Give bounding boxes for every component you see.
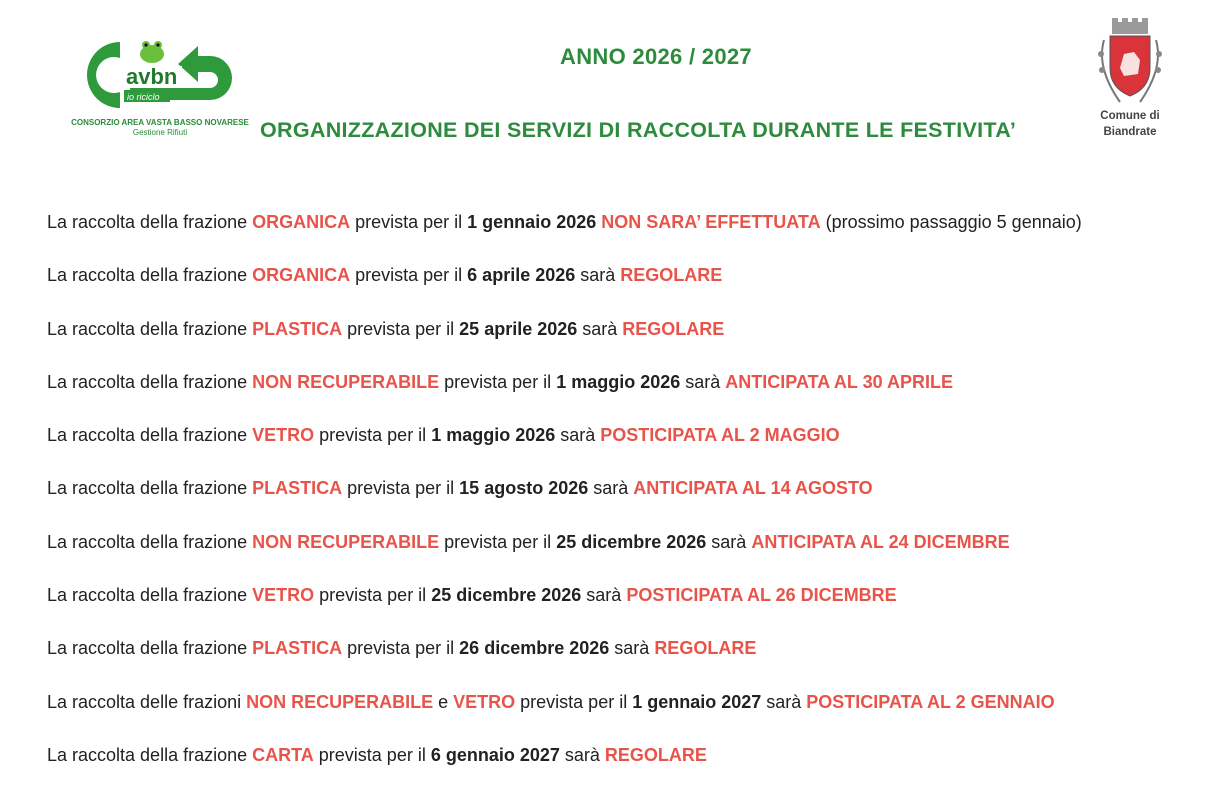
collection-date: 1 gennaio 2026 (467, 212, 597, 232)
collection-date: 26 dicembre 2026 (459, 638, 610, 659)
row-text: La raccolta delle frazioni (47, 691, 247, 712)
collection-outcome: REGOLARE (622, 318, 725, 339)
collection-outcome: ANTICIPATA AL 14 AGOSTO (633, 478, 873, 499)
row-text: prevista per il (342, 478, 460, 499)
row-text: prevista per il (314, 425, 432, 446)
list-item (47, 260, 1207, 313)
collection-date: 6 aprile 2026 (467, 265, 576, 286)
list-item (47, 314, 1207, 367)
collection-date: 25 dicembre 2026 (556, 531, 707, 552)
row-text: sarà (680, 371, 726, 392)
crest-label-line2: Biandrate (1103, 126, 1157, 138)
comune-crest (1090, 18, 1170, 148)
list-item (47, 473, 1207, 526)
collection-date: 15 agosto 2026 (459, 478, 589, 499)
row-text: prevista per il (314, 585, 432, 606)
row-text: sarà (706, 531, 752, 552)
collection-outcome: REGOLARE (604, 744, 707, 765)
collection-date: 1 maggio 2026 (556, 371, 681, 392)
page-title: ORGANIZZAZIONE DEI SERVIZI DI RACCOLTA DURANTE LE FESTIVITA’ (260, 118, 1017, 142)
waste-type: NON RECUPERABILE (252, 531, 440, 552)
row-text: prevista per il (313, 744, 431, 765)
row-text: prevista per il (342, 318, 460, 339)
row-note: (prossimo passaggio 5 gennaio) (820, 212, 1082, 232)
collection-date: 6 gennaio 2027 (430, 744, 560, 765)
list-item (47, 740, 1207, 793)
logo-caption-subtitle: Gestione Rifiuti (132, 128, 188, 137)
row-text: sarà (559, 744, 605, 765)
collection-date: 25 dicembre 2026 (431, 585, 582, 606)
list-item (47, 580, 1207, 633)
waste-type: CARTA (252, 744, 314, 765)
row-text: La raccolta della frazione (47, 425, 253, 446)
schedule-list (47, 207, 1207, 793)
logo-caption (60, 118, 260, 138)
list-item (47, 527, 1207, 580)
waste-type: NON RECUPERABILE (252, 371, 440, 392)
list-item (47, 420, 1207, 473)
collection-date: 1 maggio 2026 (431, 425, 556, 446)
waste-type: PLASTICA (252, 478, 343, 499)
list-item (47, 207, 1207, 260)
waste-type: ORGANICA (252, 212, 351, 232)
row-text: sarà (588, 478, 634, 499)
collection-outcome: ANTICIPATA AL 24 DICEMBRE (751, 531, 1010, 552)
collection-outcome: POSTICIPATA AL 2 MAGGIO (600, 425, 840, 446)
row-text: La raccolta della frazione (47, 265, 253, 286)
svg-text:avbn: avbn (126, 64, 178, 89)
waste-type: PLASTICA (252, 318, 343, 339)
waste-type: VETRO (252, 585, 315, 606)
waste-type: VETRO (252, 425, 315, 446)
waste-type: VETRO (453, 691, 516, 712)
row-text: prevista per il (350, 265, 468, 286)
collection-outcome: NON SARA’ EFFETTUATA (601, 212, 821, 232)
collection-outcome: REGOLARE (620, 265, 723, 286)
row-text: La raccolta della frazione (47, 744, 253, 765)
svg-text:io riciclo: io riciclo (127, 92, 160, 102)
row-text: sarà (761, 691, 807, 712)
row-text: La raccolta della frazione (47, 478, 253, 499)
crest-label (1090, 108, 1170, 140)
year-heading: ANNO 2026 / 2027 (560, 44, 752, 69)
row-text: sarà (577, 318, 623, 339)
crest-label-line1: Comune di (1100, 110, 1160, 122)
collection-outcome: REGOLARE (654, 638, 757, 659)
row-text: sarà (581, 585, 627, 606)
row-text: sarà (609, 638, 655, 659)
row-text: prevista per il (439, 371, 557, 392)
list-item (47, 633, 1207, 686)
collection-outcome: POSTICIPATA AL 26 DICEMBRE (626, 585, 897, 606)
collection-outcome: ANTICIPATA AL 30 APRILE (725, 371, 953, 392)
row-text: La raccolta della frazione (47, 212, 253, 232)
waste-type: ORGANICA (252, 265, 351, 286)
row-text: prevista per il (350, 212, 468, 232)
row-text: La raccolta della frazione (47, 585, 253, 606)
waste-type: PLASTICA (252, 638, 343, 659)
coat-of-arms-icon (1090, 18, 1170, 110)
row-text: prevista per il (439, 531, 557, 552)
waste-type: NON RECUPERABILE (246, 691, 434, 712)
row-text: sarà (555, 425, 601, 446)
collection-date: 1 gennaio 2027 (632, 691, 762, 712)
logo-caption-consortium: CONSORZIO AREA VASTA BASSO NOVARESE (71, 118, 249, 127)
list-item (47, 367, 1207, 420)
row-text: La raccolta della frazione (47, 531, 253, 552)
row-text: La raccolta della frazione (47, 638, 253, 659)
row-text: La raccolta della frazione (47, 318, 253, 339)
list-item (47, 687, 1207, 740)
collection-date: 25 aprile 2026 (459, 318, 578, 339)
row-text: prevista per il (342, 638, 460, 659)
row-text: prevista per il (515, 691, 633, 712)
row-text: La raccolta della frazione (47, 371, 253, 392)
collection-outcome: POSTICIPATA AL 2 GENNAIO (806, 691, 1055, 712)
row-text: sarà (575, 265, 621, 286)
row-text: e (433, 691, 454, 712)
